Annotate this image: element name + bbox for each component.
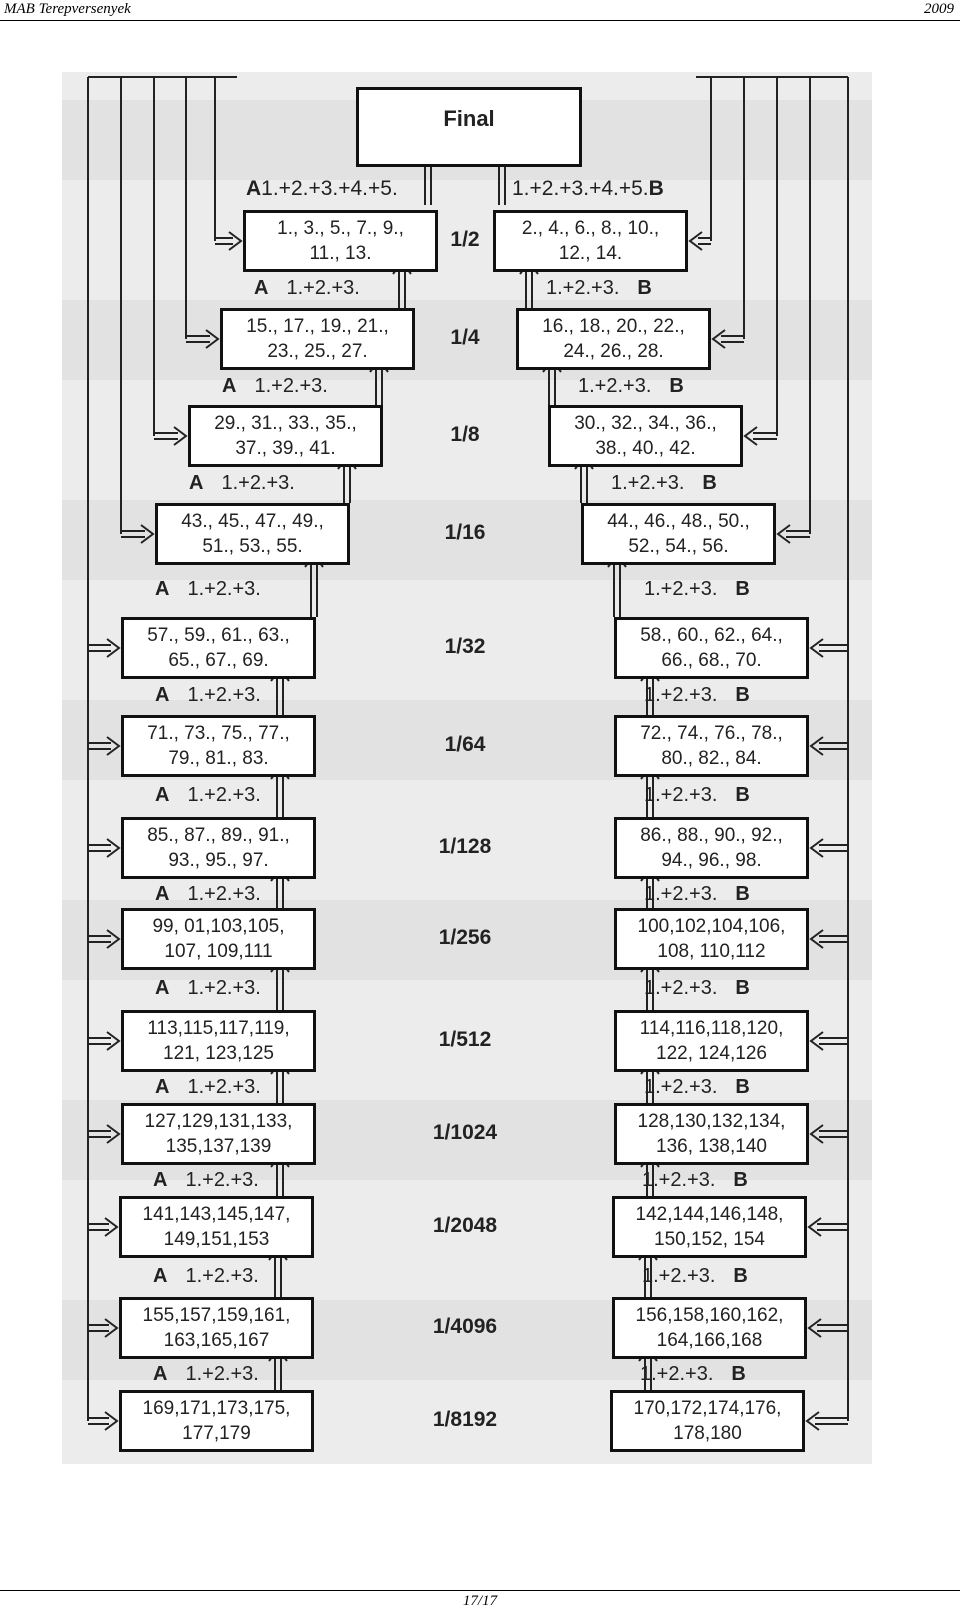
group-a-label: A xyxy=(155,883,170,905)
group-a-label: A xyxy=(246,177,262,200)
group-b-label: B xyxy=(735,1076,750,1098)
level-name: 1/4 xyxy=(450,326,480,349)
qualify-label-right xyxy=(644,883,750,906)
box-text: 141,143,145,147, 149,151,153 xyxy=(142,1204,291,1250)
group-a-label: A xyxy=(153,1264,168,1287)
footer-rule xyxy=(0,1590,960,1591)
final-box xyxy=(356,87,582,167)
box-text: Final xyxy=(443,106,495,131)
qualify-label-right xyxy=(642,1265,748,1288)
group-a-label: A xyxy=(222,374,237,397)
box-text: 156,158,160,162, 164,166,168 xyxy=(635,1305,784,1351)
qualify-rule: 1.+2.+3. xyxy=(187,578,261,600)
level-box-left xyxy=(121,1010,316,1072)
qualify-rule: 1.+2.+3. xyxy=(546,277,620,299)
final-right-rule xyxy=(512,177,664,201)
qualify-label-left xyxy=(155,883,261,906)
qualify-rule: 1.+2.+3. xyxy=(578,374,652,397)
qualify-rule: 1.+2.+3. xyxy=(642,1264,716,1287)
qualify-rule: 1.+2.+3. xyxy=(254,374,328,397)
group-a-label: A xyxy=(155,578,170,600)
box-text: 113,115,117,119, 121, 123,125 xyxy=(147,1018,290,1064)
qualify-label-left xyxy=(155,578,261,601)
level-box-left xyxy=(121,715,316,777)
qualify-label-right xyxy=(644,1076,750,1099)
level-name: 1/8192 xyxy=(432,1408,498,1431)
level-box-left xyxy=(119,1297,314,1359)
level-box-right xyxy=(610,1390,805,1452)
qualify-rule: 1.+2.+3.+4.+5. xyxy=(261,177,398,200)
group-b-label: B xyxy=(733,1264,748,1287)
qualify-rule: 1.+2.+3. xyxy=(187,1076,261,1098)
level-box-right xyxy=(548,405,743,467)
group-b-label: B xyxy=(735,684,750,706)
group-b-label: B xyxy=(648,177,664,200)
box-text: 71., 73., 75., 77., 79., 81., 83. xyxy=(147,723,290,769)
level-box-left xyxy=(121,908,316,970)
level-box-right xyxy=(581,503,776,565)
qualify-rule: 1.+2.+3. xyxy=(185,1363,259,1385)
level-name: 1/4096 xyxy=(432,1315,498,1338)
qualify-rule: 1.+2.+3. xyxy=(644,1076,718,1098)
box-text: 127,129,131,133, 135,137,139 xyxy=(144,1111,293,1157)
page-number: 17/17 xyxy=(462,1593,498,1609)
group-b-label: B xyxy=(669,374,684,397)
box-text: 99, 01,103,105, 107, 109,111 xyxy=(152,916,285,962)
qualify-label-right xyxy=(644,977,750,1000)
level-name: 1/64 xyxy=(444,733,486,756)
box-text: 86., 88., 90., 92., 94., 96., 98. xyxy=(640,825,783,871)
level-box-left xyxy=(119,1390,314,1452)
group-a-label: A xyxy=(155,977,170,999)
qualify-rule: 1.+2.+3. xyxy=(187,784,261,806)
qualify-rule: 1.+2.+3. xyxy=(187,977,261,999)
qualify-rule: 1.+2.+3. xyxy=(644,977,718,999)
qualify-label-right xyxy=(546,277,652,300)
level-box-right xyxy=(612,1196,807,1258)
level-box-left xyxy=(243,210,438,272)
group-b-label: B xyxy=(702,472,717,494)
group-b-label: B xyxy=(735,578,750,600)
group-b-label: B xyxy=(637,277,652,299)
qualify-rule: 1.+2.+3. xyxy=(611,472,685,494)
level-name: 1/128 xyxy=(438,835,492,858)
group-a-label: A xyxy=(155,684,170,706)
qualify-label-right xyxy=(642,1169,748,1192)
box-text: 57., 59., 61., 63., 65., 67., 69. xyxy=(147,625,290,671)
group-b-label: B xyxy=(733,1169,748,1191)
qualify-label-left xyxy=(155,784,261,807)
level-name: 1/32 xyxy=(444,635,486,658)
level-box-right xyxy=(614,715,809,777)
qualify-label-left xyxy=(155,977,261,1000)
group-a-label: A xyxy=(153,1169,168,1191)
level-box-right xyxy=(614,908,809,970)
qualify-rule: 1.+2.+3. xyxy=(642,1169,716,1191)
level-box-right xyxy=(614,1103,809,1165)
group-b-label: B xyxy=(731,1363,746,1385)
level-name: 1/2048 xyxy=(432,1214,498,1237)
level-box-right xyxy=(516,308,711,370)
qualify-rule: 1.+2.+3. xyxy=(187,684,261,706)
group-a-label: A xyxy=(155,784,170,806)
box-text: 15., 17., 19., 21., 23., 25., 27. xyxy=(246,316,389,362)
qualify-label-left xyxy=(153,1169,259,1192)
level-name: 1/2 xyxy=(450,228,480,251)
level-box-right xyxy=(614,617,809,679)
level-box-right xyxy=(614,817,809,879)
qualify-label-right xyxy=(644,784,750,807)
box-text: 2., 4., 6., 8., 10., 12., 14. xyxy=(521,218,660,264)
qualify-rule: 1.+2.+3. xyxy=(644,578,718,600)
level-box-left xyxy=(188,405,383,467)
qualify-rule: 1.+2.+3. xyxy=(185,1264,259,1287)
qualify-label-right xyxy=(644,684,750,707)
box-text: 169,171,173,175, 177,179 xyxy=(142,1398,291,1444)
level-box-left xyxy=(121,617,316,679)
level-box-left xyxy=(121,817,316,879)
box-text: 142,144,146,148, 150,152, 154 xyxy=(635,1204,784,1250)
level-name: 1/1024 xyxy=(432,1121,498,1144)
box-text: 85., 87., 89., 91., 93., 95., 97. xyxy=(147,825,290,871)
qualify-rule: 1.+2.+3. xyxy=(185,1169,259,1191)
qualify-label-right xyxy=(611,472,717,495)
qualify-label-left xyxy=(153,1363,259,1386)
group-b-label: B xyxy=(735,784,750,806)
qualify-label-left xyxy=(155,1076,261,1099)
qualify-rule: 1.+2.+3. xyxy=(286,277,360,299)
group-b-label: B xyxy=(735,977,750,999)
box-text: 128,130,132,134, 136, 138,140 xyxy=(637,1111,786,1157)
level-box-right xyxy=(614,1010,809,1072)
group-b-label: B xyxy=(735,883,750,905)
document-year: 2009 xyxy=(924,1,954,17)
level-name: 1/256 xyxy=(438,926,492,949)
qualify-label-left xyxy=(153,1265,259,1288)
qualify-rule: 1.+2.+3. xyxy=(644,784,718,806)
qualify-label-left xyxy=(189,472,295,495)
group-a-label: A xyxy=(155,1076,170,1098)
box-text: 1., 3., 5., 7., 9., 11., 13. xyxy=(277,218,404,264)
qualify-rule: 1.+2.+3. xyxy=(221,472,295,494)
box-text: 100,102,104,106, 108, 110,112 xyxy=(637,916,786,962)
qualify-rule: 1.+2.+3. xyxy=(640,1363,714,1385)
level-box-left xyxy=(119,1196,314,1258)
qualify-rule: 1.+2.+3.+4.+5. xyxy=(512,177,649,200)
box-text: 29., 31., 33., 35., 37., 39., 41. xyxy=(214,413,357,459)
qualify-label-left xyxy=(254,277,360,300)
box-text: 155,157,159,161, 163,165,167 xyxy=(142,1305,291,1351)
qualify-label-right xyxy=(640,1363,746,1386)
box-text: 16., 18., 20., 22., 24., 26., 28. xyxy=(542,316,685,362)
level-box-right xyxy=(493,210,688,272)
group-a-label: A xyxy=(153,1363,168,1385)
level-box-right xyxy=(612,1297,807,1359)
box-text: 44., 46., 48., 50., 52., 54., 56. xyxy=(607,511,750,557)
box-text: 30., 32., 34., 36., 38., 40., 42. xyxy=(574,413,717,459)
level-name: 1/8 xyxy=(450,423,480,446)
qualify-rule: 1.+2.+3. xyxy=(187,883,261,905)
level-box-left xyxy=(220,308,415,370)
box-text: 43., 45., 47., 49., 51., 53., 55. xyxy=(181,511,324,557)
document-title: MAB Terepversenyek xyxy=(4,1,131,17)
level-box-left xyxy=(121,1103,316,1165)
box-text: 114,116,118,120, 122, 124,126 xyxy=(639,1018,784,1064)
group-a-label: A xyxy=(254,277,269,299)
final-left-rule xyxy=(246,177,398,201)
group-a-label: A xyxy=(189,472,204,494)
qualify-label-left xyxy=(155,684,261,707)
box-text: 58., 60., 62., 64., 66., 68., 70. xyxy=(640,625,783,671)
qualify-rule: 1.+2.+3. xyxy=(644,883,718,905)
box-text: 170,172,174,176, 178,180 xyxy=(633,1398,782,1444)
level-name: 1/16 xyxy=(444,521,486,544)
level-name: 1/512 xyxy=(438,1028,492,1051)
qualify-label-left xyxy=(222,375,328,398)
level-box-left xyxy=(155,503,350,565)
qualify-label-right xyxy=(644,578,750,601)
qualify-label-right xyxy=(578,375,684,398)
qualify-rule: 1.+2.+3. xyxy=(644,684,718,706)
box-text: 72., 74., 76., 78., 80., 82., 84. xyxy=(640,723,783,769)
